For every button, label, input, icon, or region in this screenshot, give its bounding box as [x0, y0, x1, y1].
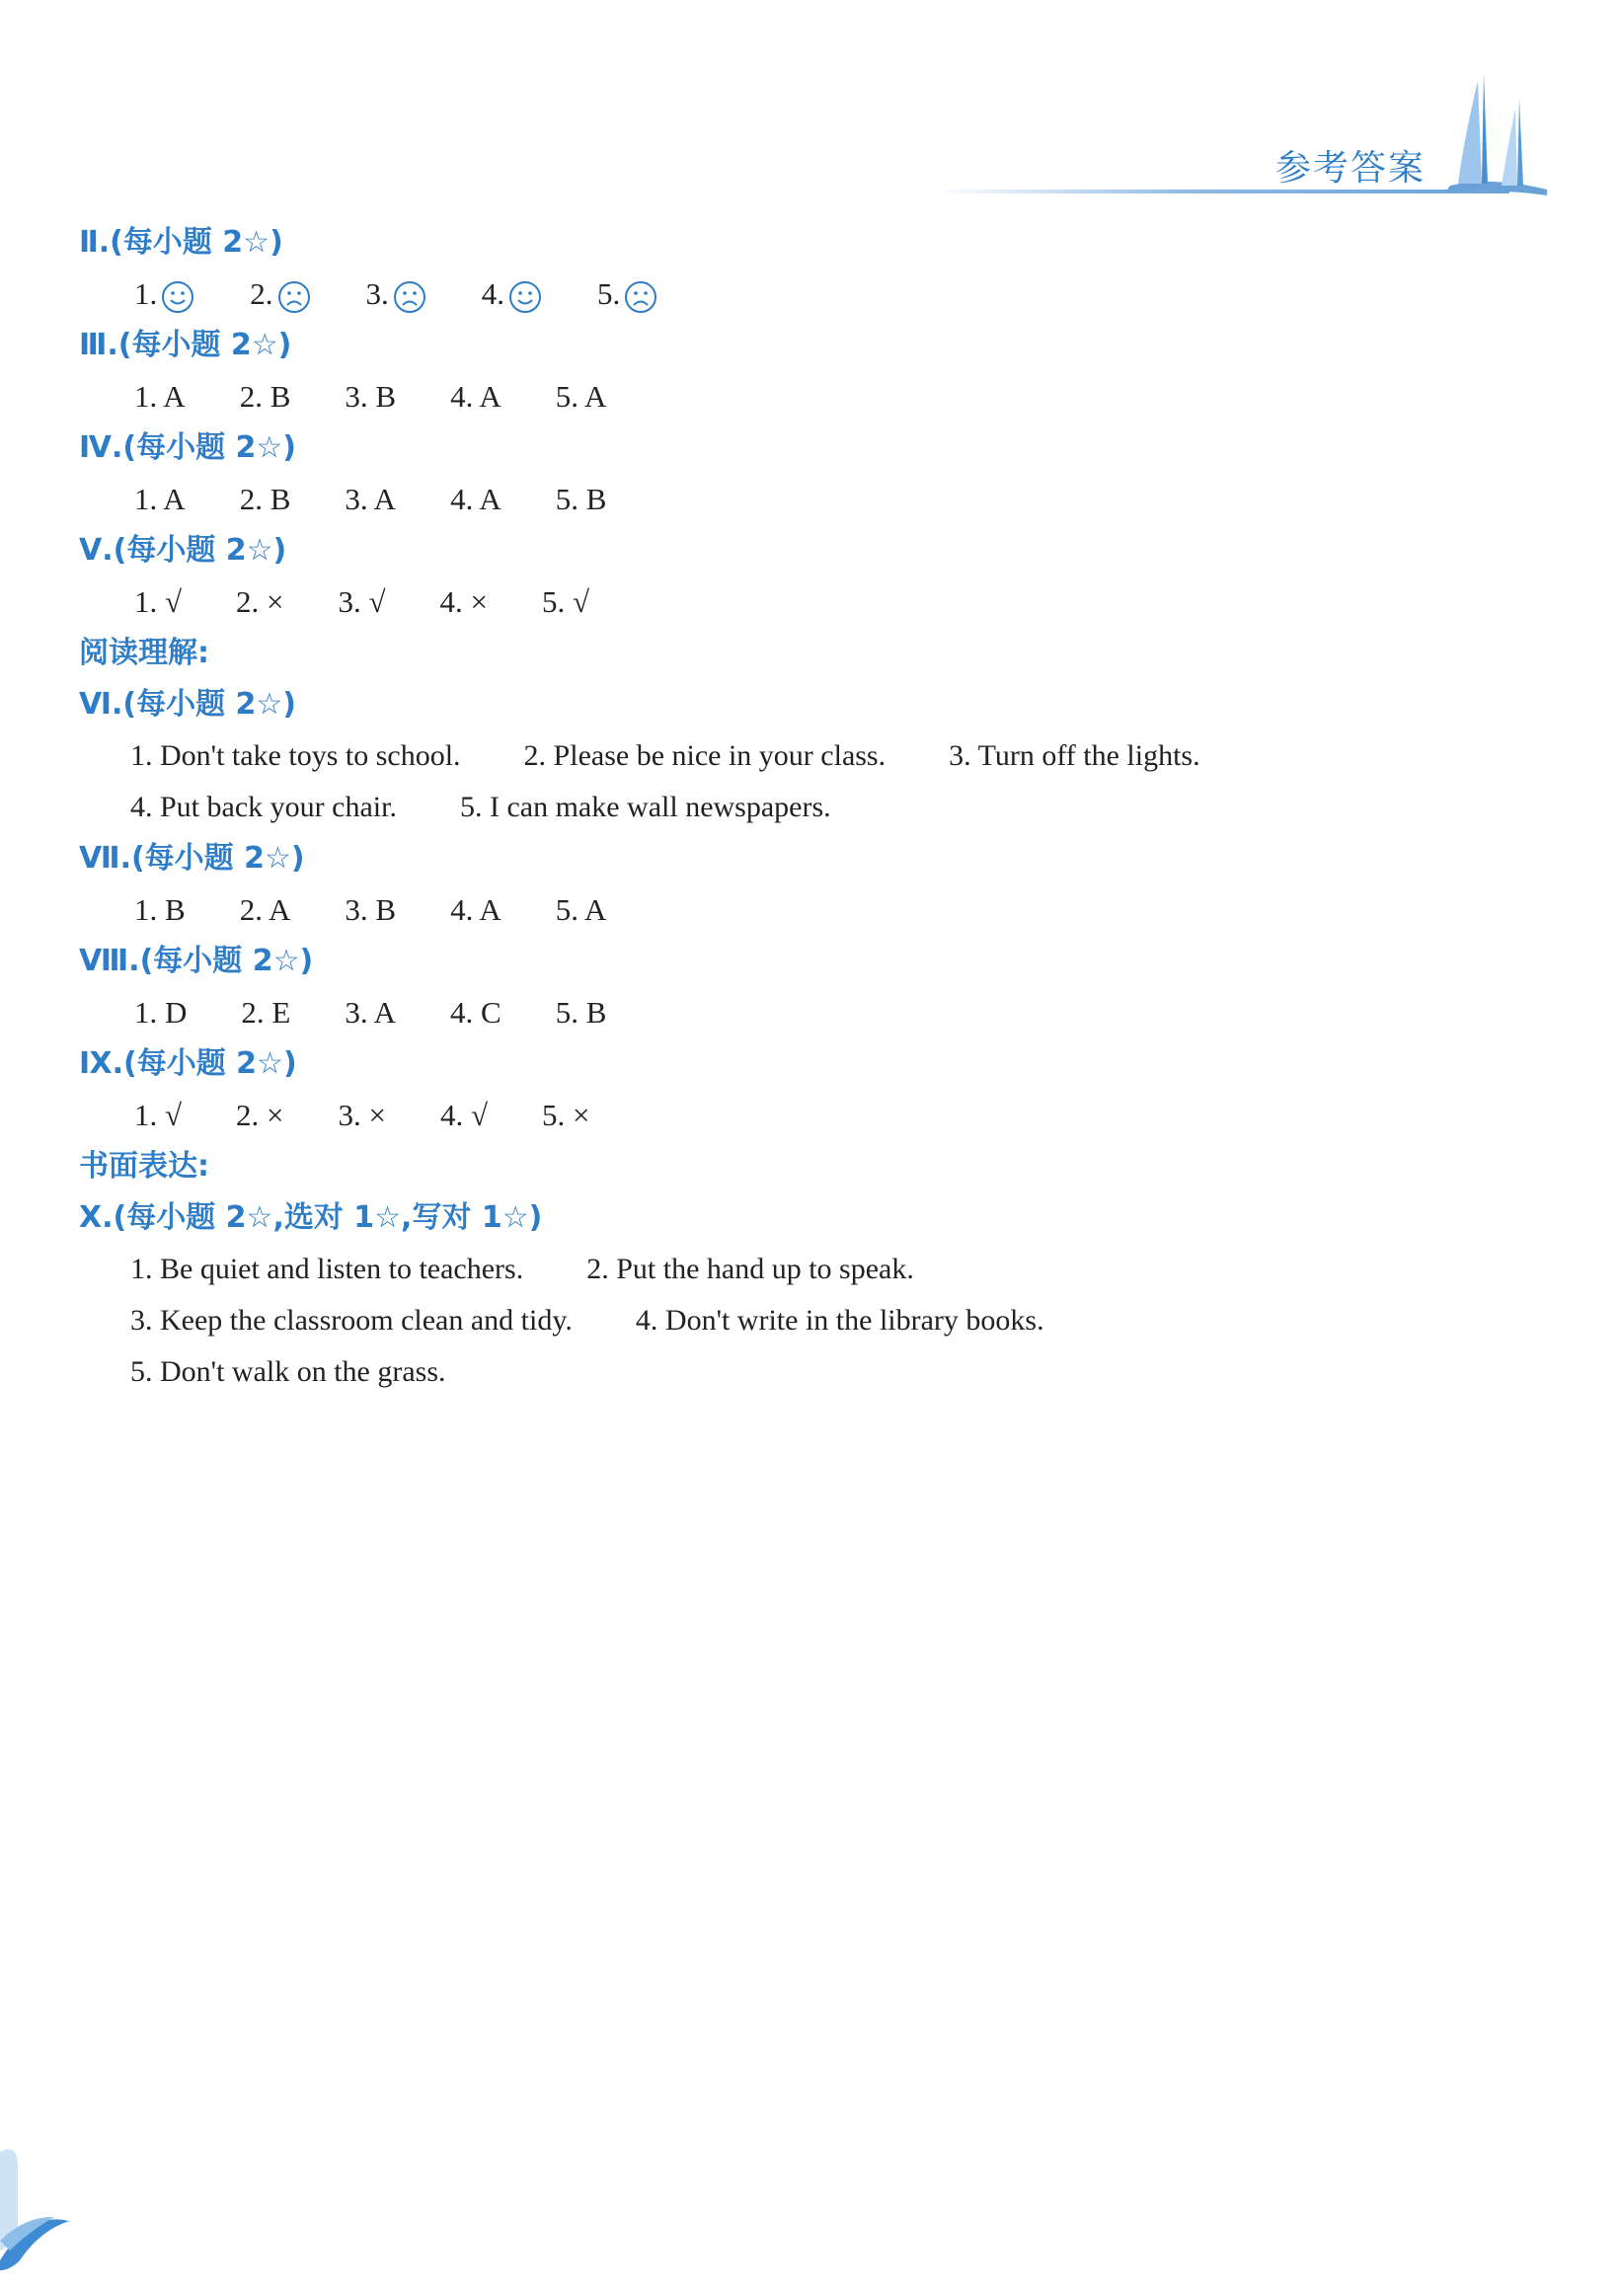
answer-item: 1. √ — [134, 1098, 183, 1132]
sentence-block — [79, 1244, 1540, 1398]
sentence-row — [130, 1295, 1540, 1346]
answer-item: 4. × — [439, 584, 488, 619]
answer-item — [366, 268, 426, 320]
answer-item: 3. A — [345, 995, 397, 1030]
frown-face-icon — [393, 280, 426, 314]
answer-item: 4. C — [450, 995, 501, 1030]
answer-item: 4. A — [450, 892, 501, 927]
answer-row — [79, 268, 1540, 320]
sentence-block — [79, 730, 1540, 833]
answer-item: 1. A — [134, 482, 186, 516]
answer-row — [79, 884, 1540, 936]
answer-item: 5. B — [555, 995, 607, 1030]
answer-sentence: 3. Keep the classroom clean and tidy. — [130, 1304, 573, 1337]
answer-content — [79, 217, 1540, 1398]
answer-item: 5. A — [555, 379, 607, 414]
answer-item — [597, 268, 657, 320]
sentence-row — [130, 730, 1540, 782]
answer-item: 2. × — [236, 584, 284, 619]
answer-item: 5. × — [542, 1098, 590, 1132]
answer-item: 1. D — [134, 995, 188, 1030]
answer-item: 4. A — [450, 482, 501, 516]
answer-sentence: 5. I can make wall newspapers. — [459, 791, 831, 823]
answer-sentence: 3. Turn off the lights. — [949, 739, 1200, 772]
smile-face-icon — [161, 280, 194, 314]
answer-item: 2. B — [239, 379, 291, 414]
section-heading: Ⅲ.(每小题 2☆) — [79, 328, 292, 362]
frown-face-icon — [277, 280, 311, 314]
answer-item: 1. A — [134, 379, 186, 414]
answer-row — [79, 987, 1540, 1038]
corner-wave-icon — [0, 2132, 79, 2270]
answer-row — [79, 371, 1540, 422]
answer-item — [134, 268, 194, 320]
answer-item: 3. A — [345, 482, 397, 516]
answer-item: 2. E — [241, 995, 291, 1030]
section-heading: Ⅶ.(每小题 2☆) — [79, 841, 305, 876]
answer-number: 1. — [134, 276, 158, 311]
answer-item: 5. √ — [542, 584, 590, 619]
section-heading: Ⅴ.(每小题 2☆) — [79, 533, 287, 568]
answer-number: 3. — [365, 276, 389, 311]
answer-item: 3. √ — [338, 584, 386, 619]
answer-sentence: 2. Put the hand up to speak. — [586, 1253, 914, 1285]
answer-item: 4. √ — [439, 1098, 488, 1132]
answer-item: 3. × — [338, 1098, 386, 1132]
writing-label: 书面表达: — [79, 1149, 209, 1184]
page-header — [937, 69, 1549, 197]
sail-logo-icon — [1430, 69, 1549, 197]
reading-label: 阅读理解: — [79, 636, 209, 670]
section-heading: Ⅳ.(每小题 2☆) — [79, 430, 296, 465]
frown-face-icon — [624, 280, 657, 314]
header-title: 参考答案 — [1274, 148, 1425, 189]
answer-row — [79, 1090, 1540, 1141]
answer-number: 4. — [481, 276, 504, 311]
answer-sentence: 4. Put back your chair. — [130, 791, 397, 823]
answer-sentence: 4. Don't write in the library books. — [635, 1304, 1044, 1337]
sentence-row — [130, 1244, 1540, 1295]
answer-item: 1. B — [134, 892, 186, 927]
sentence-row — [130, 782, 1540, 833]
answer-sentence: 5. Don't walk on the grass. — [130, 1355, 446, 1388]
answer-item: 3. B — [345, 892, 397, 927]
answer-item — [250, 268, 310, 320]
answer-item: 2. × — [236, 1098, 284, 1132]
answer-item: 2. A — [239, 892, 291, 927]
section-heading: Ⅸ.(每小题 2☆) — [79, 1046, 297, 1081]
answer-item — [482, 268, 542, 320]
section-heading: Ⅷ.(每小题 2☆) — [79, 944, 314, 978]
answer-item: 2. B — [239, 482, 291, 516]
answer-item: 1. √ — [134, 584, 183, 619]
answer-sentence: 1. Be quiet and listen to teachers. — [130, 1253, 524, 1285]
smile-face-icon — [508, 280, 542, 314]
sentence-row — [130, 1346, 1540, 1398]
answer-row — [79, 576, 1540, 628]
answer-row — [79, 474, 1540, 525]
answer-item: 5. B — [555, 482, 607, 516]
answer-item: 4. A — [450, 379, 501, 414]
answer-sentence: 2. Please be nice in your class. — [523, 739, 886, 772]
section-heading: Ⅱ.(每小题 2☆) — [79, 225, 283, 260]
section-heading: Ⅹ.(每小题 2☆,选对 1☆,写对 1☆) — [79, 1200, 543, 1235]
answer-item: 3. B — [345, 379, 397, 414]
answer-number: 2. — [250, 276, 273, 311]
answer-item: 5. A — [555, 892, 607, 927]
section-heading: Ⅵ.(每小题 2☆) — [79, 687, 297, 722]
answer-number: 5. — [597, 276, 621, 311]
answer-sentence: 1. Don't take toys to school. — [130, 739, 461, 772]
